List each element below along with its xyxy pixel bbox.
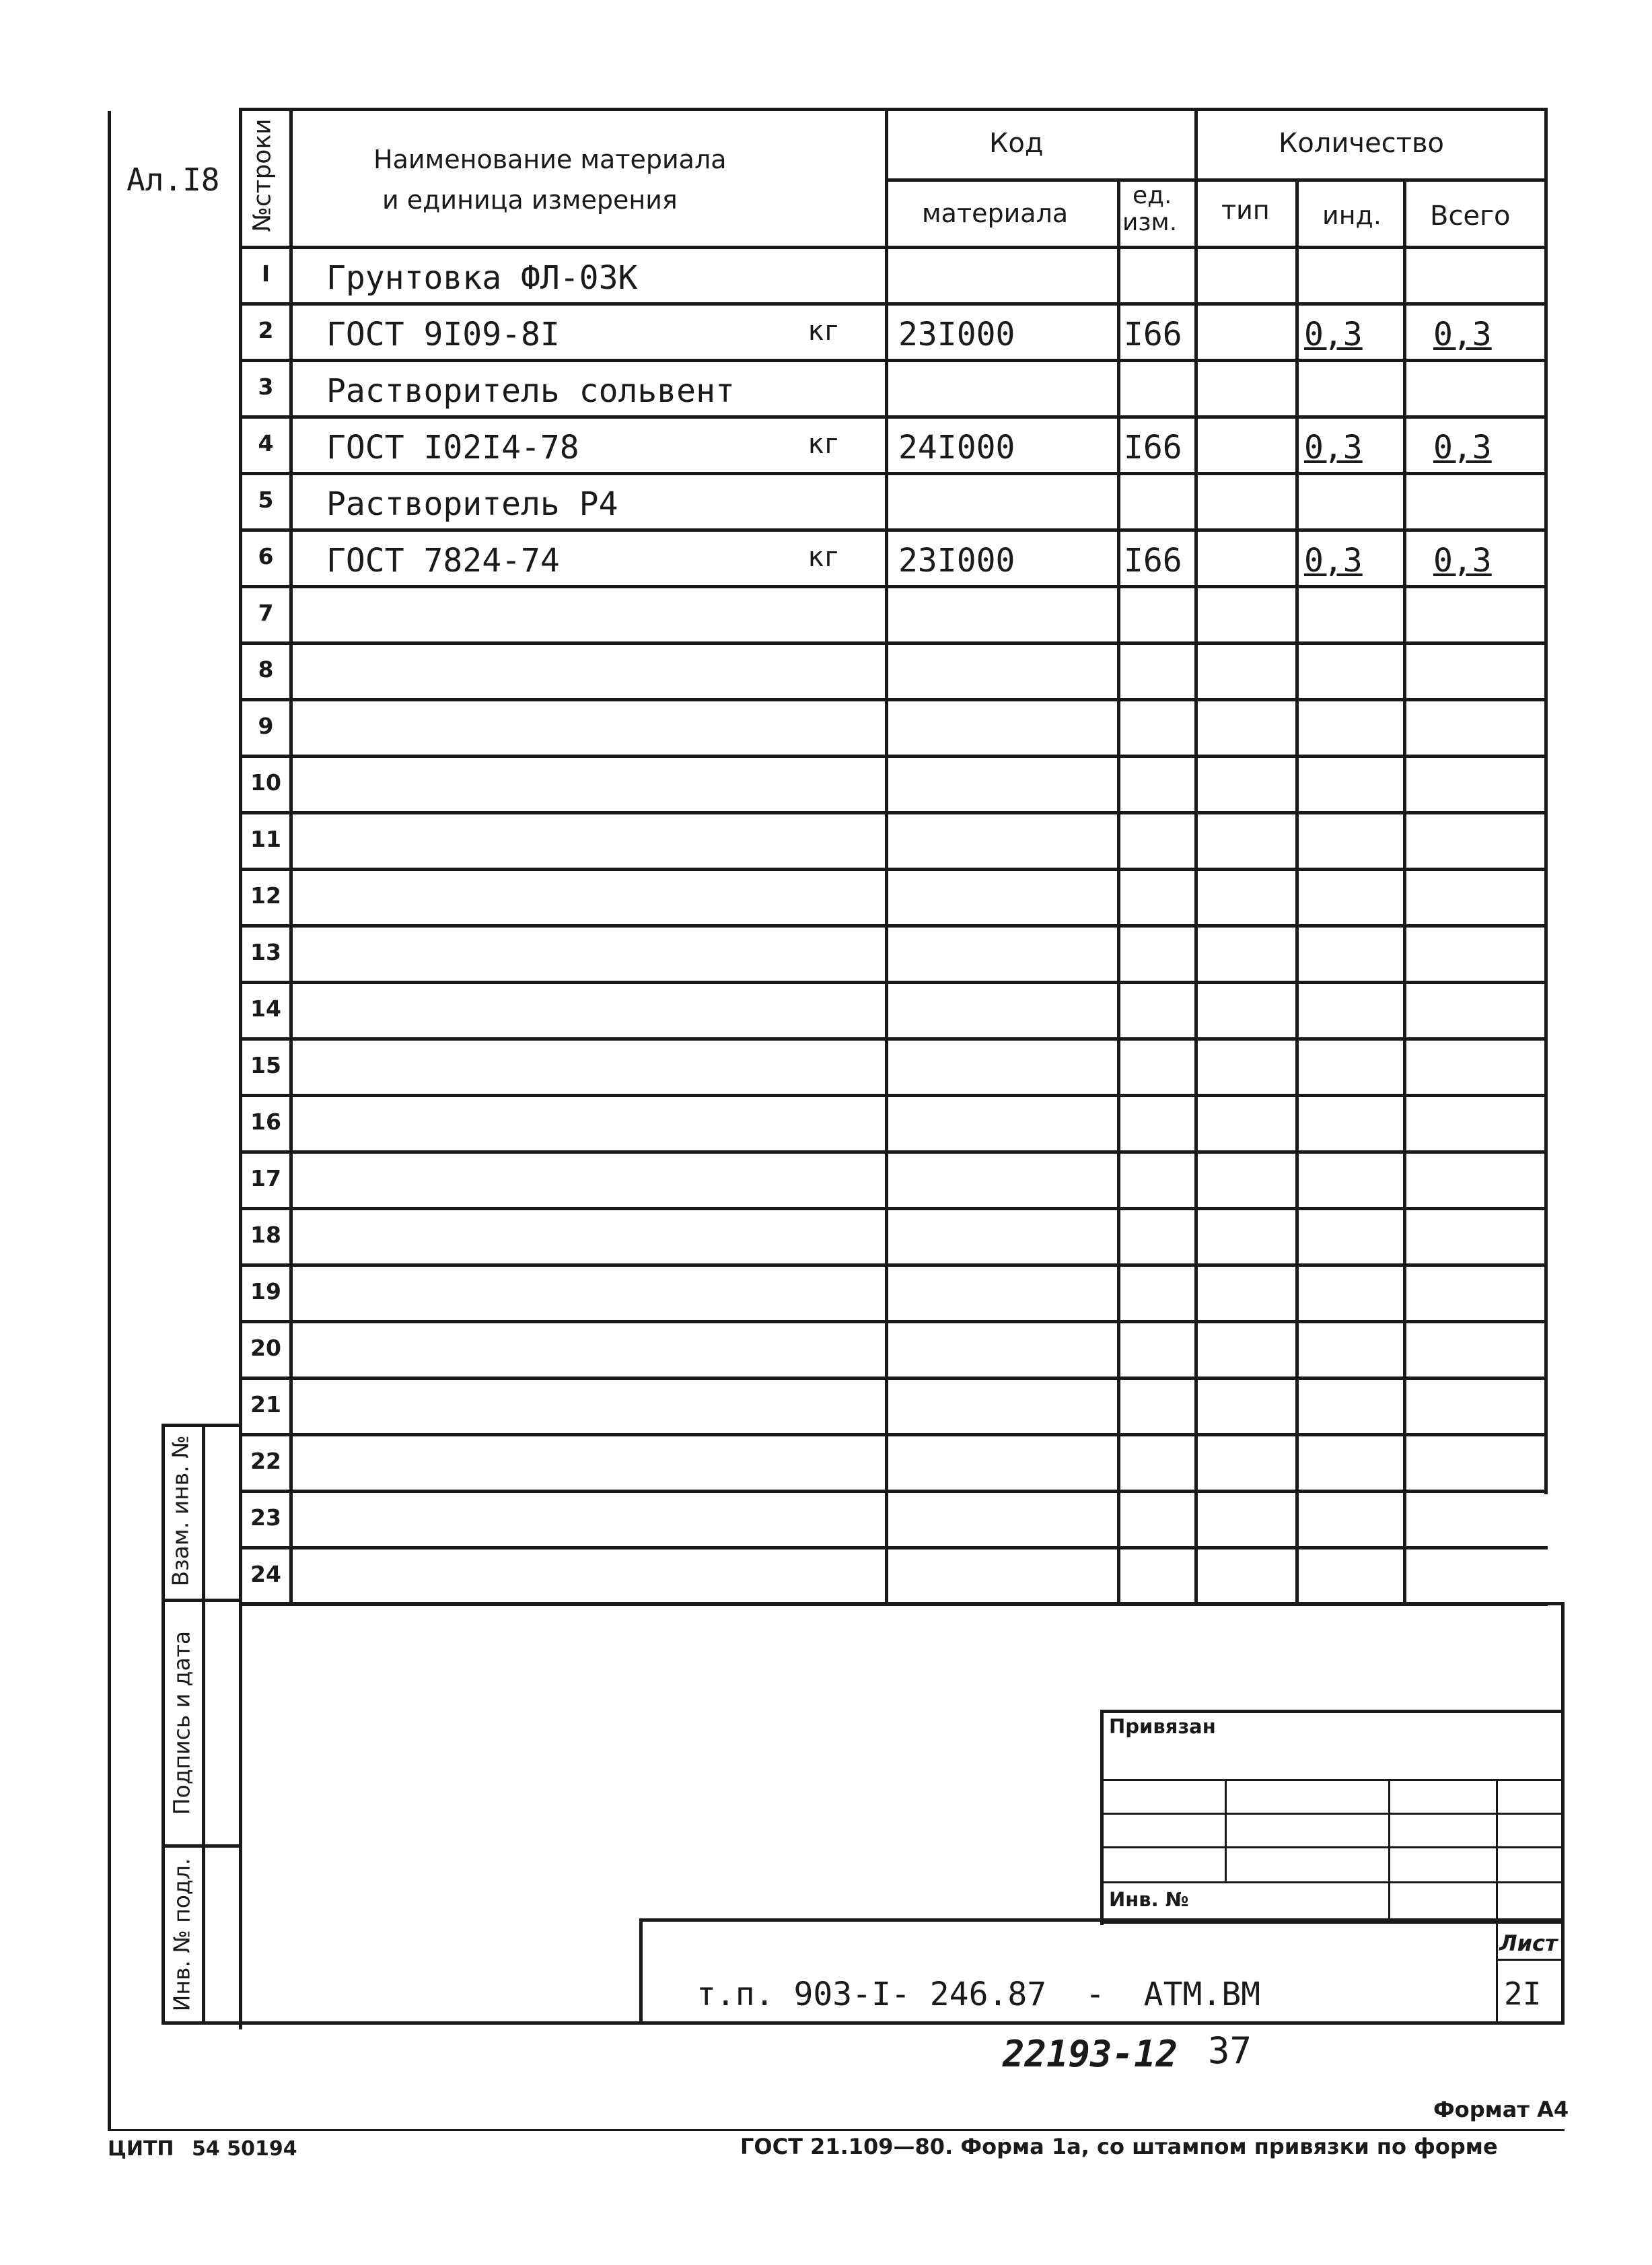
stamp-line1 — [1100, 1779, 1565, 1781]
row-divider — [239, 472, 1548, 475]
side-label-inv-podl: Инв. № подл. — [168, 1858, 195, 2012]
title-block-top — [639, 1918, 1565, 1922]
row-divider — [239, 359, 1548, 362]
header-code-unit-1: ед. — [1133, 182, 1172, 209]
frame-bottom-border — [108, 2129, 1565, 2131]
row-divider — [239, 302, 1548, 306]
header-qty-total: Всего — [1430, 201, 1511, 232]
row-divider — [239, 1433, 1548, 1436]
row-number: 23 — [250, 1504, 281, 1531]
header-name-line2: и единица измерения — [382, 185, 678, 215]
row-divider — [239, 641, 1548, 645]
row-number: 20 — [250, 1335, 281, 1361]
row-material-code: 23I000 — [898, 316, 1015, 353]
row-divider — [239, 1377, 1548, 1380]
row-number: 11 — [250, 826, 281, 852]
row-material-code: 24I000 — [898, 429, 1015, 466]
side-strip-top — [161, 1424, 242, 1427]
side-strip-sep1 — [161, 1599, 242, 1602]
row-unit-code: I66 — [1124, 542, 1182, 580]
row-divider — [239, 1037, 1548, 1041]
side-strip-bottom — [161, 2021, 1565, 2025]
row-number: 2 — [258, 317, 274, 343]
side-strip-mid — [202, 1424, 205, 2023]
list-value: 2I — [1504, 1976, 1542, 2012]
row-qty-total: 0,3 — [1433, 429, 1492, 466]
row-material-name: Растворитель сольвент — [326, 372, 735, 410]
row-divider — [239, 868, 1548, 871]
row-number: 9 — [258, 713, 274, 739]
row-divider — [239, 1094, 1548, 1097]
stamp-line2 — [1100, 1813, 1565, 1815]
table-top-border — [239, 108, 1548, 111]
row-number: 21 — [250, 1391, 281, 1418]
row-unit-code: I66 — [1124, 429, 1182, 466]
row-divider — [239, 698, 1548, 701]
row-material-name: ГОСТ I02I4-78 — [326, 429, 579, 466]
row-divider — [239, 1546, 1548, 1549]
list-label: Лист — [1499, 1930, 1558, 1956]
header-qty-group: Количество — [1279, 128, 1445, 159]
col-sep-type — [1295, 178, 1299, 1602]
row-number: 4 — [258, 430, 274, 456]
stamp-left — [1100, 1710, 1104, 1925]
row-number: 18 — [250, 1222, 281, 1248]
row-number: 7 — [258, 600, 274, 626]
header-bottom-line — [239, 246, 1548, 249]
row-number: 12 — [250, 882, 281, 909]
sheet-reference: Ал.I8 — [127, 162, 220, 198]
footer-format: Формат А4 — [1433, 2097, 1569, 2122]
stamp-col2 — [1388, 1779, 1390, 1924]
row-divider — [239, 811, 1548, 814]
row-divider — [239, 924, 1548, 928]
row-number: 17 — [250, 1165, 281, 1191]
row-number: 6 — [258, 543, 274, 569]
row-divider — [239, 585, 1548, 588]
header-row-no: №строки — [248, 118, 277, 232]
stamp-bottom — [1100, 1922, 1565, 1924]
stamp-top — [1100, 1710, 1565, 1713]
row-number: 13 — [250, 939, 281, 965]
row-number: 5 — [258, 487, 274, 513]
stamp-col3 — [1496, 1779, 1498, 2021]
row-number: 10 — [250, 769, 281, 796]
row-number: 22 — [250, 1448, 281, 1474]
footer-standard: ГОСТ 21.109—80. Форма 1а, со штампом привязки по форме — [740, 2134, 1498, 2159]
row-number: 3 — [258, 374, 274, 400]
row-qty-ind: 0,3 — [1304, 316, 1363, 353]
stamp-inv-no: Инв. № — [1109, 1888, 1189, 1911]
document-designation: т.п. 903-I- 246.87 - АТМ.ВМ — [696, 1976, 1261, 2013]
page-number: 37 — [1208, 2029, 1252, 2072]
row-material-name: Грунтовка ФЛ-03К — [326, 259, 638, 297]
row-number: I — [261, 260, 271, 287]
side-label-vzam: Взам. инв. № — [167, 1435, 194, 1587]
row-divider — [239, 981, 1548, 984]
side-strip-left — [161, 1424, 165, 2023]
frame-left-border — [108, 111, 111, 2130]
row-unit: кг — [807, 429, 840, 460]
list-label-line — [1496, 1959, 1565, 1961]
table-right-border — [1544, 108, 1548, 1494]
header-split-line — [885, 178, 1548, 182]
header-name-line1: Наименование материала — [373, 145, 727, 174]
row-material-name: ГОСТ 9I09-8I — [326, 316, 560, 353]
table-bottom-extend — [239, 1602, 1565, 1605]
handwritten-number: 22193-12 — [1003, 2033, 1178, 2075]
stamp-privyazan: Привязан — [1109, 1715, 1216, 1738]
header-code-group: Код — [989, 128, 1044, 159]
row-divider — [239, 1320, 1548, 1323]
row-qty-ind: 0,3 — [1304, 429, 1363, 466]
row-material-name: Растворитель Р4 — [326, 485, 618, 523]
header-code-unit-2: изм. — [1122, 209, 1178, 236]
row-divider — [239, 1490, 1548, 1493]
stamp-line4 — [1100, 1881, 1565, 1883]
row-divider — [239, 1207, 1548, 1210]
col-sep-unitcode — [1117, 178, 1120, 1602]
row-divider — [239, 1263, 1548, 1267]
row-divider — [239, 755, 1548, 758]
row-qty-total: 0,3 — [1433, 542, 1492, 580]
footer-org: ЦИТП — [108, 2137, 174, 2161]
header-code-material: материала — [922, 199, 1069, 228]
row-divider — [239, 1150, 1548, 1154]
row-number: 8 — [258, 656, 274, 683]
row-material-code: 23I000 — [898, 542, 1015, 580]
row-unit-code: I66 — [1124, 316, 1182, 353]
title-block-left — [639, 1918, 643, 2023]
row-qty-total: 0,3 — [1433, 316, 1492, 353]
row-unit: кг — [807, 316, 840, 347]
row-qty-ind: 0,3 — [1304, 542, 1363, 580]
stamp-line3 — [1100, 1846, 1565, 1848]
row-number: 16 — [250, 1109, 281, 1135]
row-number: 15 — [250, 1052, 281, 1078]
row-material-name: ГОСТ 7824-74 — [326, 542, 560, 580]
row-number: 24 — [250, 1561, 281, 1587]
row-number: 19 — [250, 1278, 281, 1304]
row-number: 14 — [250, 996, 281, 1022]
header-qty-type: тип — [1221, 195, 1270, 225]
header-qty-ind: инд. — [1322, 201, 1381, 230]
col-sep-ind — [1403, 178, 1406, 1602]
row-divider — [239, 415, 1548, 419]
footer-code: 54 50194 — [192, 2137, 297, 2161]
stamp-col1 — [1225, 1779, 1227, 1881]
row-unit: кг — [807, 542, 840, 573]
side-label-podpis: Подпись и дата — [168, 1630, 195, 1815]
row-divider — [239, 528, 1548, 532]
